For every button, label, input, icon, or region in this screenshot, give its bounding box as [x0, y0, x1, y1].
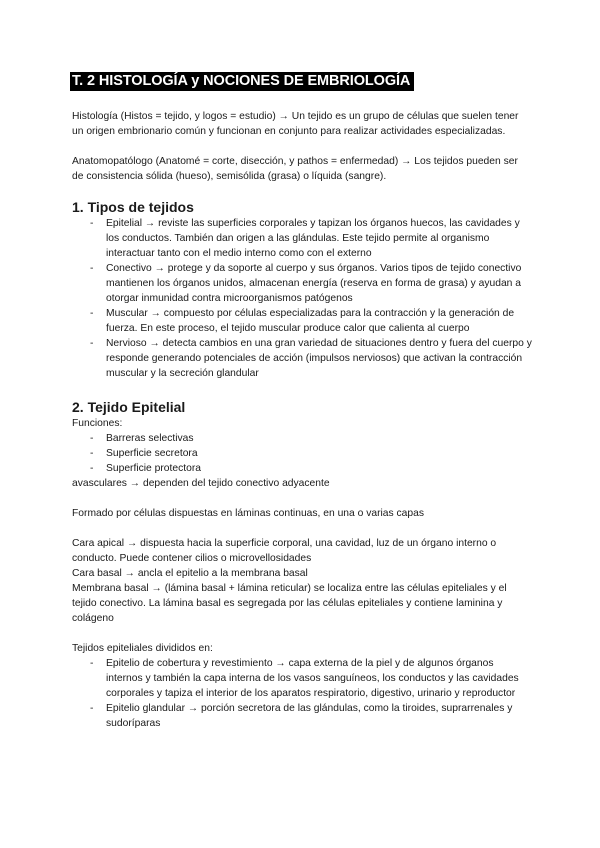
section-heading-epitelial: 2. Tejido Epitelial [72, 399, 186, 415]
list-item: - Superficie secretora [72, 446, 532, 461]
cara-apical-text: Cara apical → dispuesta hacia la superficie corporal, una cavidad, luz de un órgano interno o conducto. Puede contener cilios o microvellosidades [72, 538, 497, 564]
funciones-list [72, 431, 532, 476]
avasculares-text: avasculares → dependen del tejido conectivo adyacente [72, 478, 330, 489]
list-item: - Barreras selectivas [72, 431, 532, 446]
list-item: - Nervioso → detecta cambios en una gran variedad de situaciones dentro y fuera del cuerpo y responde generando potenciales de acción (impulsos nerviosos) que activan la contracción muscular y la secreción glandular [72, 336, 532, 381]
list-item: - Epitelial → reviste las superficies corporales y tapizan los órganos huecos, las cavidades y los conductos. También dan origen a las glándulas. Este tejido permite al organismo interactuar tanto con el medio interno como con el externo [72, 216, 532, 261]
tipos-list [72, 216, 532, 381]
list-item: - Muscular → compuesto por células especializadas para la contracción y la generación de fuerza. En este proceso, el tejido muscular produce calor que calienta al cuerpo [72, 306, 532, 336]
cara-basal-text: Cara basal → ancla el epitelio a la membrana basal [72, 568, 308, 579]
funciones-label: Funciones: [72, 418, 123, 429]
divididos-label: Tejidos epiteliales divididos en: [72, 643, 213, 654]
list-item: - Superficie protectora [72, 461, 532, 476]
list-item: - Epitelio glandular → porción secretora de las glándulas, como la tiroides, suprarrenales y sudoríparas [72, 701, 532, 731]
list-item: - Conectivo → protege y da soporte al cuerpo y sus órganos. Varios tipos de tejido conectivo mantienen los órganos unidos, almacenan energía (reserva en forma de grasa) y ayudan a otorgar inmunidad contra microorganismos patógenos [72, 261, 532, 306]
divididos-list [72, 656, 532, 731]
formado-text: Formado por células dispuestas en láminas continuas, en una o varias capas [72, 508, 425, 519]
membrana-basal-text: Membrana basal → (lámina basal + lámina reticular) se localiza entre las células epiteliales y el tejido conectivo. La lámina basal es segregada por las células epiteliales y contiene laminina y colágeno [72, 583, 507, 624]
section-heading-tipos: 1. Tipos de tejidos [72, 199, 194, 215]
list-item: - Epitelio de cobertura y revestimiento → capa externa de la piel y de algunos órganos internos y también la capa interna de los vasos sanguíneos, los conductos y las cavidades corporales y tapiza el interior de los aparatos respiratorio, digestivo, urinario y reproductor [72, 656, 532, 701]
intro-histologia: Histología (Histos = tejido, y logos = estudio) → Un tejido es un grupo de células que suelen tener un origen embrionario común y funcionan en conjunto para realizar actividades especializadas. [72, 111, 519, 137]
document-title: T. 2 HISTOLOGÍA y NOCIONES DE EMBRIOLOGÍA [70, 72, 414, 91]
intro-anatomopatologo: Anatomopatólogo (Anatomé = corte, disección, y pathos = enfermedad) → Los tejidos pueden ser de consistencia sólida (hueso), semisólida (grasa) o líquida (sangre). [72, 156, 518, 182]
document-page [72, 72, 532, 731]
